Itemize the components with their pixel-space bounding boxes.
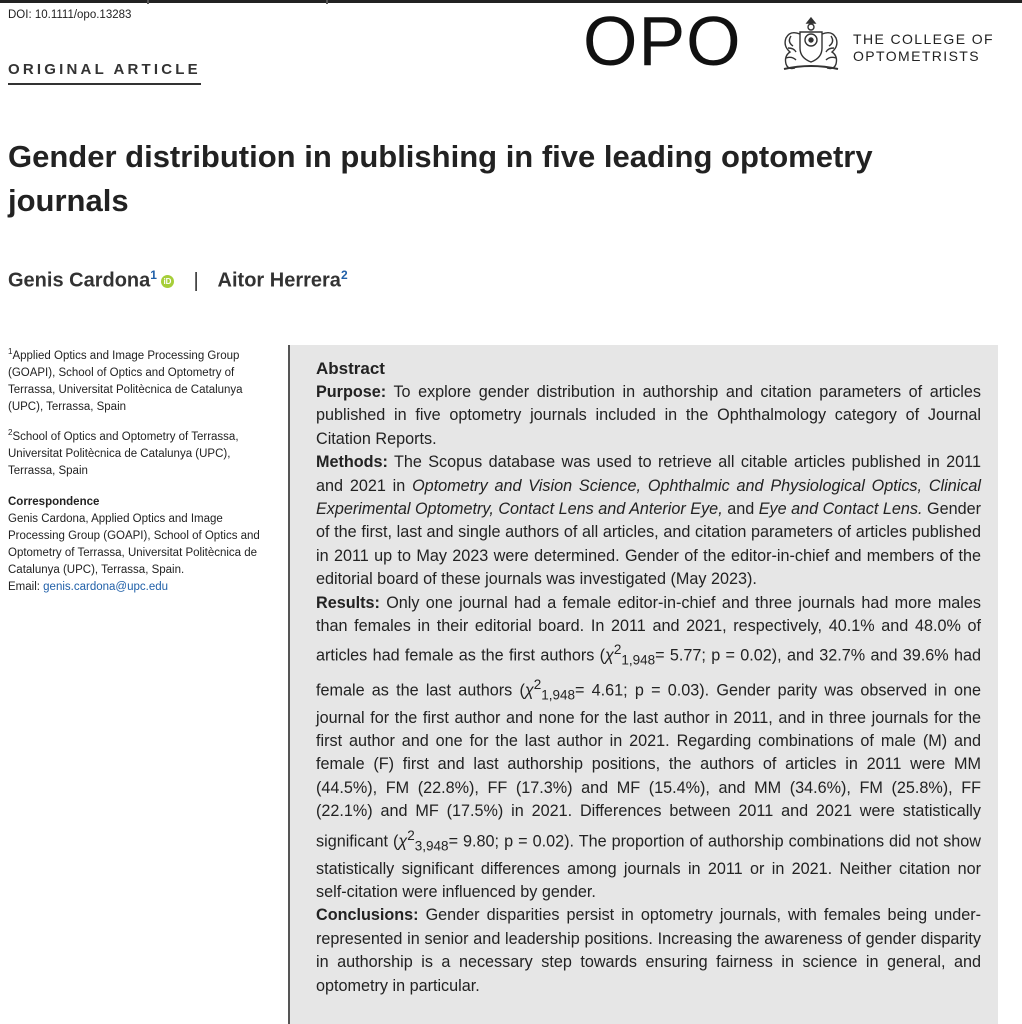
purpose-label: Purpose: bbox=[316, 383, 387, 401]
affiliation-sup: 2 bbox=[8, 427, 13, 437]
email-link[interactable]: genis.cardona@upc.edu bbox=[43, 580, 168, 593]
orcid-icon[interactable]: iD bbox=[161, 275, 174, 288]
affiliations-sidebar bbox=[8, 343, 273, 596]
abstract-methods bbox=[316, 451, 981, 591]
author-affiliation-sup: 1 bbox=[150, 268, 157, 282]
college-name-line2: OPTOMETRISTS bbox=[853, 48, 980, 64]
chi-squared-symbol: χ bbox=[398, 831, 408, 850]
author-separator: | bbox=[193, 269, 199, 292]
author-list bbox=[8, 268, 348, 293]
author-name[interactable]: Genis Cardona bbox=[8, 269, 151, 292]
chi-sub: 1,948 bbox=[541, 687, 575, 703]
methods-text: The Scopus database was used to retrieve all citable articles published in 2011 and 2021 in bbox=[316, 453, 981, 495]
affiliation-text: School of Optics and Optometry of Terrassa, Universitat Politècnica de Catalunya (UPC), Terrassa, Spain bbox=[8, 430, 239, 477]
journal-names: Optometry and Vision Science, Ophthalmic and Physiological Optics, Clinical Experimental Optometry, Contact Lens and Anterior Eye, bbox=[316, 476, 981, 519]
chi-sup: 2 bbox=[533, 676, 542, 692]
abstract-heading: Abstract bbox=[316, 359, 385, 378]
abstract-conclusions bbox=[316, 904, 981, 998]
methods-label: Methods: bbox=[316, 453, 388, 472]
doi[interactable]: DOI: 10.1111/opo.13283 bbox=[8, 9, 132, 21]
journal-names: Eye and Contact Lens. bbox=[758, 500, 923, 519]
chi-squared-symbol: χ bbox=[524, 680, 534, 699]
results-label: Results: bbox=[316, 593, 380, 612]
correspondence-text: Genis Cardona, Applied Optics and Image Processing Group (GOAPI), School of Optics and Optometry of Terrassa, Universitat Politècnica de Catalunya (UPC), Terrassa, Spain. bbox=[8, 512, 260, 576]
correspondence-email bbox=[8, 579, 273, 596]
results-text: Only one journal had a female editor-in-chief and three journals had more males than females in their editorial board. In 2011 and 2021, respectively, 40.1% and 48.0% of articles had female as the first authors ( bbox=[316, 593, 982, 665]
affiliation-sup: 1 bbox=[8, 347, 13, 356]
article-type-label: ORIGINAL ARTICLE bbox=[8, 61, 201, 85]
affiliation bbox=[8, 343, 273, 416]
top-rule-tick bbox=[147, 0, 149, 4]
top-rule-tick bbox=[326, 0, 328, 4]
email-label: Email: bbox=[8, 580, 40, 593]
journal-logo: OPO bbox=[583, 2, 742, 80]
conjunction: and bbox=[727, 500, 755, 519]
top-rule bbox=[0, 0, 1022, 3]
author-name[interactable]: Aitor Herrera bbox=[217, 269, 341, 292]
affiliation-text: Applied Optics and Image Processing Group (GOAPI), School of Optics and Optometry of Terrassa, Universitat Politècnica de Catalunya (UPC), Terrassa, Spain bbox=[8, 349, 243, 413]
article-title: Gender distribution in publishing in five leading optometry journals bbox=[8, 139, 873, 218]
results-text: = 5.77; p = 0.02), and 32.7% and 39.6% had female as the last authors ( bbox=[316, 646, 981, 699]
abstract-purpose bbox=[316, 381, 981, 451]
conclusions-label: Conclusions: bbox=[316, 906, 419, 925]
purpose-text: To explore gender distribution in authorship and citation parameters of articles published in five optometry journals included in the Ophthalmology category of Journal Citation Reports. bbox=[316, 383, 981, 448]
methods-text: Gender of the first, last and single authors of all articles, and citation parameters of articles published in 2011 up to May 2023 were determined. Gender of the editor-in-chief and members of the editorial board of these journals was investigated (May 2023). bbox=[316, 500, 981, 589]
chi-sub: 1,948 bbox=[621, 653, 656, 669]
author-affiliation-sup: 2 bbox=[340, 268, 348, 282]
results-text: = 4.61; p = 0.03). Gender parity was observed in one journal for the first author and none for the last author in 2011, and in three journals for the first author and one for the last author in 2021. Regarding combinations of male (M) and female (F) first and last authorship positions, the authors of articles in 2011 were MM (44.5%), FM (22.8%), FF (17.3%) and MF (15.4%), and MM (34.6%), FM (25.8%), FF (22.1%) and MF (17.5%) in 2021. Differences between 2011 and 2021 were statistically significant ( bbox=[316, 680, 982, 850]
college-name-line1: THE COLLEGE OF bbox=[853, 31, 994, 47]
affiliation bbox=[8, 424, 273, 480]
abstract-box bbox=[288, 345, 998, 1024]
chi-sup: 2 bbox=[613, 642, 622, 658]
chi-sup: 2 bbox=[407, 827, 415, 843]
conclusions-text: Gender disparities persist in optometry journals, with females being under-represented in senior and leadership positions. Increasing the awareness of gender disparity in authorship is a necessary step towards ensuring fairness in science in general, and optometry in particular. bbox=[316, 906, 981, 995]
chi-squared-symbol: χ bbox=[605, 646, 614, 665]
correspondence-heading: Correspondence bbox=[8, 495, 100, 508]
results-text: = 9.80; p = 0.02). The proportion of authorship combinations did not show statistically significant differences among journals in 2011 or in 2021. Neither citation nor self-citation were influenced by gender. bbox=[316, 831, 981, 901]
college-crest-icon bbox=[776, 14, 846, 74]
abstract-results bbox=[316, 592, 981, 905]
chi-sub: 3,948 bbox=[414, 838, 449, 854]
college-name bbox=[853, 31, 994, 65]
